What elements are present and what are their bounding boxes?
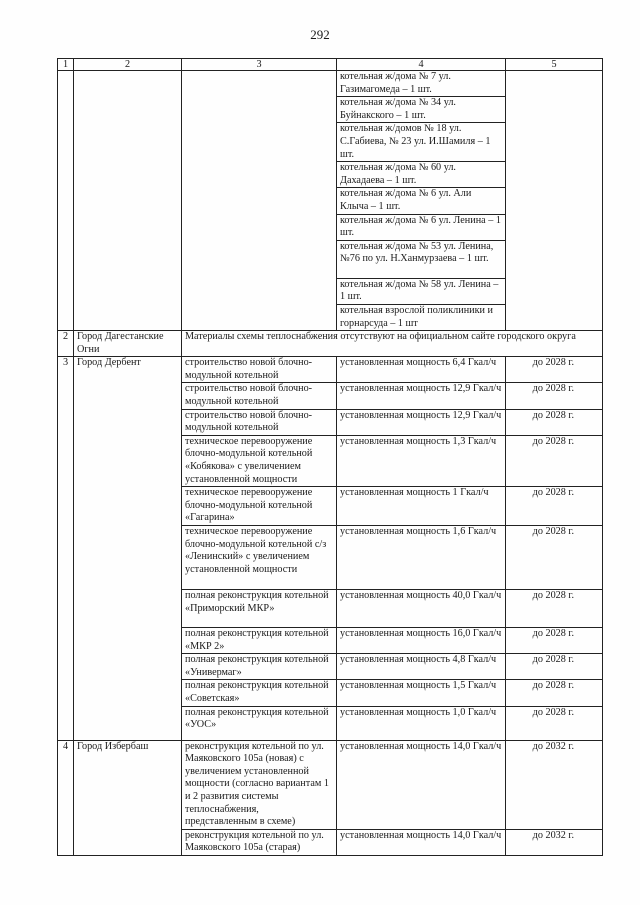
derbent-section [58,357,603,740]
capacity-value: установленная мощность 12,9 Гкал/ч [337,409,506,435]
boiler-item: котельная ж/дома № 6 ул. Али Клыча – 1 шт. [337,188,506,214]
capacity-value: установленная мощность 16,0 Гкал/ч [337,628,506,654]
measure-description: строительство новой блочно-модульной котельной [182,357,337,383]
boiler-item: котельная взрослой поликлиники и горнарсуда – 1 шт [337,304,506,330]
continued-section [58,71,603,331]
table-row [58,331,603,357]
capacity-value: установленная мощность 1,3 Гкал/ч [337,435,506,486]
measure-description: строительство новой блочно-модульной котельной [182,409,337,435]
deadline: до 2032 г. [506,740,603,829]
measure-description: полная реконструкция котельной «УОС» [182,706,337,740]
deadline: до 2028 г. [506,680,603,706]
measure-description: полная реконструкция котельной «МКР 2» [182,628,337,654]
heat-supply-table [57,58,603,856]
table-row [58,71,603,97]
capacity-value: установленная мощность 12,9 Гкал/ч [337,383,506,409]
boiler-item: котельная ж/дома № 53 ул. Ленина, №76 по ул. Н.Ханмурзаева – 1 шт. [337,240,506,278]
col-header-5: 5 [506,59,603,71]
city-name: Город Избербаш [74,740,182,855]
missing-materials-note: Материалы схемы теплоснабжения отсутствуют на официальном сайте городского округа [182,331,603,357]
row-number: 3 [58,357,74,740]
deadline: до 2028 г. [506,409,603,435]
deadline: до 2028 г. [506,383,603,409]
measure-description: техническое перевооружение блочно-модульной котельной «Кобякова» с увеличением установленной мощности [182,435,337,486]
deadline: до 2028 г. [506,590,603,628]
boiler-item: котельная ж/дома № 60 ул. Дахадаева – 1 шт. [337,162,506,188]
deadline: до 2032 г. [506,829,603,855]
boiler-item: котельная ж/дома № 34 ул. Буйнакского – 1 шт. [337,97,506,123]
deadline: до 2028 г. [506,526,603,590]
measure-description: реконструкция котельной по ул. Маяковского 105а (старая) [182,829,337,855]
capacity-value: установленная мощность 40,0 Гкал/ч [337,590,506,628]
capacity-value: установленная мощность 1 Гкал/ч [337,487,506,526]
measure-description: реконструкция котельной по ул. Маяковского 105а (новая) с увеличением установленной мощности (согласно вариантам 1 и 2 развития системы теплоснабжения, представленным в схеме) [182,740,337,829]
deadline: до 2028 г. [506,654,603,680]
capacity-value: установленная мощность 14,0 Гкал/ч [337,740,506,829]
boiler-item: котельная ж/дома № 6 ул. Ленина – 1 шт. [337,214,506,240]
page-number: 292 [310,27,330,42]
row-number: 2 [58,331,74,357]
col-header-1: 1 [58,59,74,71]
deadline: до 2028 г. [506,357,603,383]
row-number: 4 [58,740,74,855]
measure-description: полная реконструкция котельной «Приморский МКР» [182,590,337,628]
city-name: Город Дербент [74,357,182,740]
deadline: до 2028 г. [506,435,603,486]
measure-description: строительство новой блочно-модульной котельной [182,383,337,409]
measure-description: полная реконструкция котельной «Советская» [182,680,337,706]
measure-description: техническое перевооружение блочно-модульной котельной «Гагарина» [182,487,337,526]
capacity-value: установленная мощность 1,0 Гкал/ч [337,706,506,740]
deadline: до 2028 г. [506,487,603,526]
table-row [58,357,603,383]
deadline: до 2028 г. [506,628,603,654]
col-header-4: 4 [337,59,506,71]
dagestanskie-ogni-section [58,331,603,357]
capacity-value: установленная мощность 1,6 Гкал/ч [337,526,506,590]
capacity-value: установленная мощность 4,8 Гкал/ч [337,654,506,680]
deadline: до 2028 г. [506,706,603,740]
capacity-value: установленная мощность 14,0 Гкал/ч [337,829,506,855]
measure-description: полная реконструкция котельной «Универмаг» [182,654,337,680]
col-header-3: 3 [182,59,337,71]
table-row [58,740,603,829]
boiler-item: котельная ж/дома № 7 ул. Газимагомеда – 1 шт. [337,71,506,97]
column-number-row [58,59,603,71]
capacity-value: установленная мощность 6,4 Гкал/ч [337,357,506,383]
capacity-value: установленная мощность 1,5 Гкал/ч [337,680,506,706]
col-header-2: 2 [74,59,182,71]
measure-description: техническое перевооружение блочно-модульной котельной с/з «Ленинский» с увеличением установленной мощности [182,526,337,590]
city-name: Город Дагестанские Огни [74,331,182,357]
boiler-item: котельная ж/домов № 18 ул. С.Габиева, № 23 ул. И.Шамиля – 1 шт. [337,123,506,162]
izberbash-section [58,740,603,855]
boiler-item: котельная ж/дома № 58 ул. Ленина – 1 шт. [337,278,506,304]
